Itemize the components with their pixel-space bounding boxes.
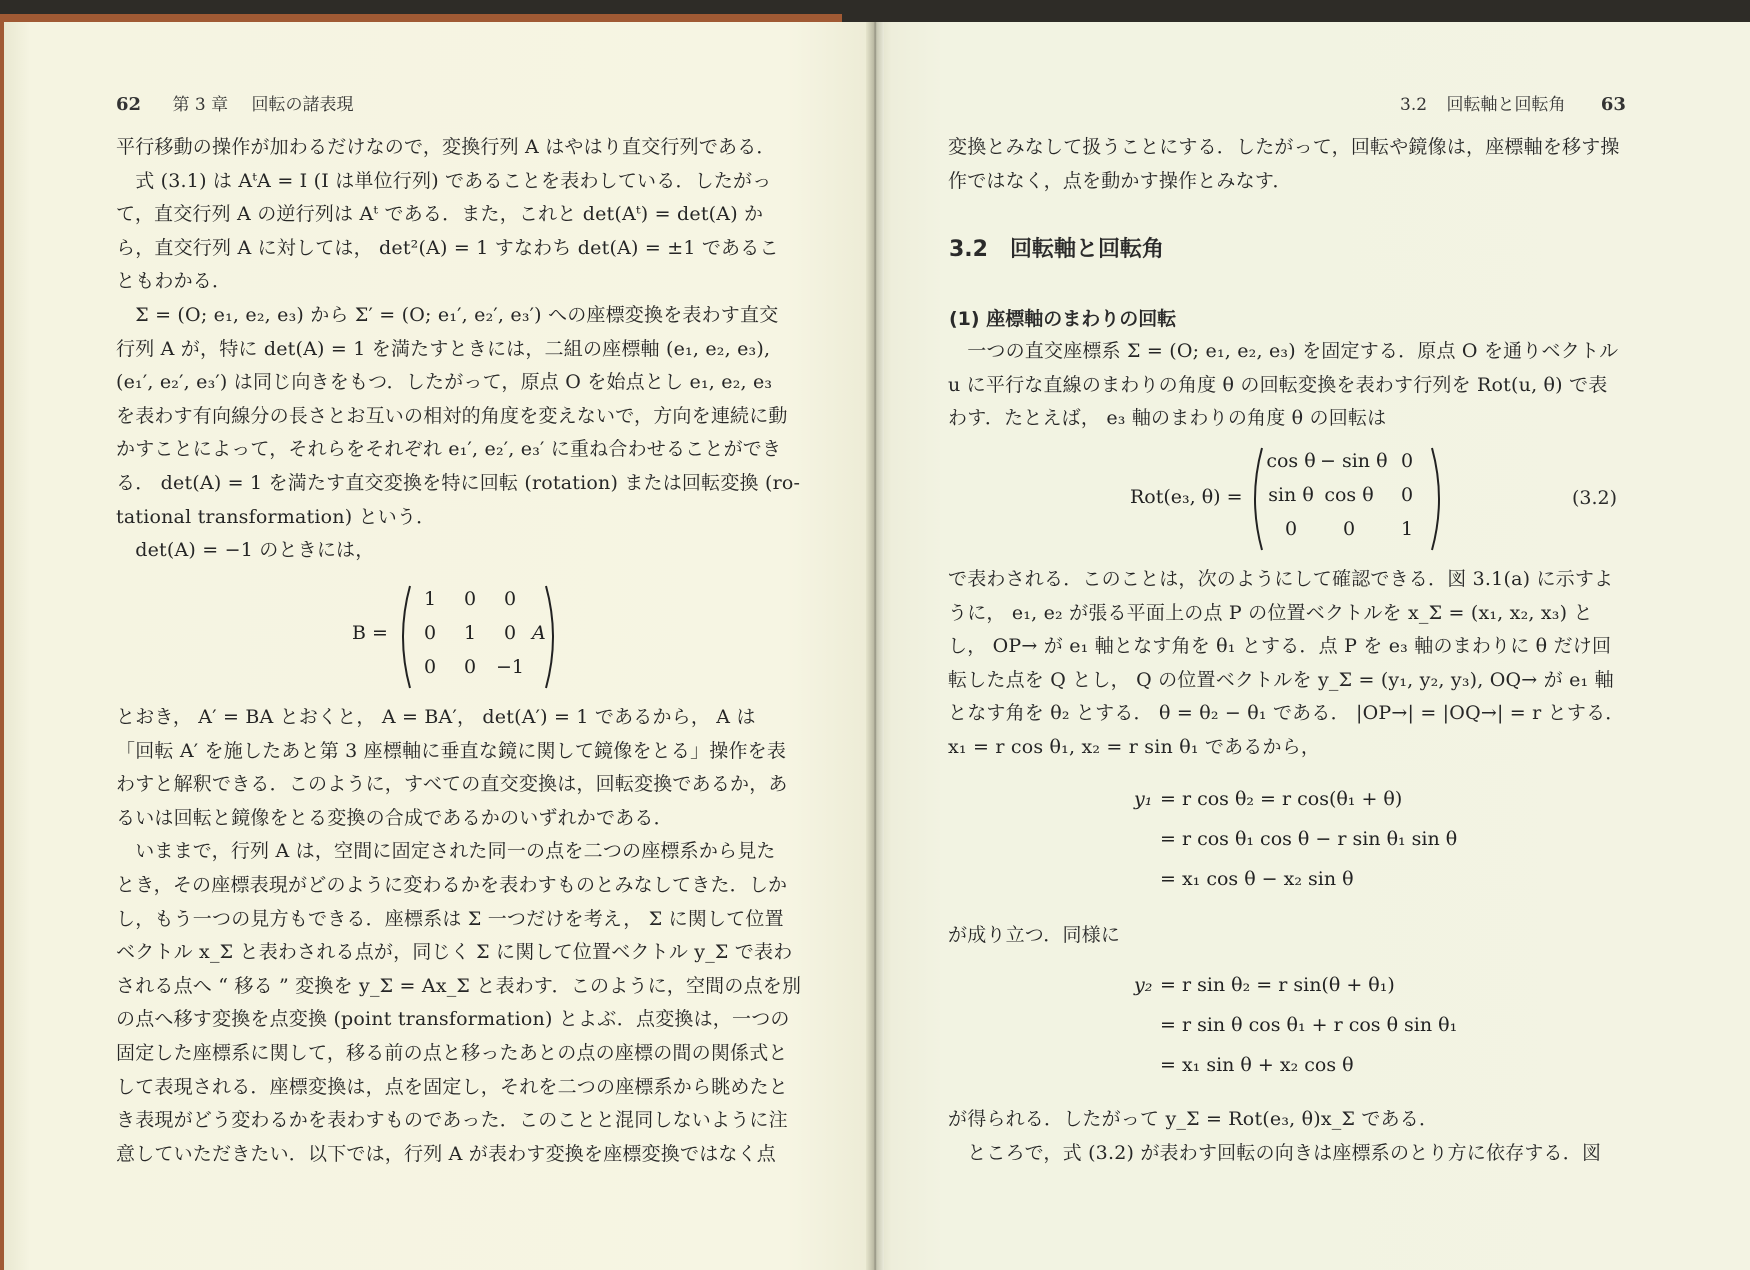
- equation-rhs: = r sin θ cos θ₁ + r cos θ sin θ₁: [1160, 1014, 1458, 1036]
- text-line: ともわかる．: [116, 270, 232, 293]
- text-line: される点へ “ 移る ” 変換を y_Σ = Ax_Σ と表わす．このように，空間の点を別: [116, 974, 802, 997]
- text-line: ら，直交行列 A に対しては， det²(A) = 1 すなわち det(A) = ±1 であるこ: [116, 236, 779, 259]
- text-line: るいは回転と鏡像をとる変換の合成であるかのいずれかである．: [116, 806, 673, 829]
- rotation-matrix-equation: [1130, 444, 1450, 554]
- matrix-cell: 0: [423, 622, 437, 644]
- text-line: ところで，式 (3.2) が表わす回転の向きは座標系のとり方に依存する．図: [948, 1141, 1602, 1164]
- equation-rhs: = x₁ sin θ + x₂ cos θ: [1160, 1054, 1354, 1076]
- equation-lhs: y₁: [1134, 788, 1153, 810]
- matrix-b-cells: [410, 582, 550, 692]
- text-line: うに， e₁, e₂ が張る平面上の点 P の位置ベクトルを x_Σ = (x₁, x₂, x₃) と: [948, 601, 1593, 624]
- text-line: となす角を θ₂ とする． θ = θ₂ − θ₁ である． |OP→| = |OQ→| = r とする．: [948, 702, 1625, 725]
- equation-rhs: = x₁ cos θ − x₂ sin θ: [1160, 868, 1354, 890]
- line-between-equations: が成り立つ．同様に: [948, 924, 1121, 946]
- matrix-cell: 1: [1400, 518, 1414, 540]
- text-line: して表現される．座標変換は，点を固定し，それを二つの座標系から眺めたと: [116, 1075, 789, 1098]
- text-line: し，もう一つの見方もできる．座標系は Σ 一つだけを考え， Σ に関して位置: [116, 907, 784, 930]
- matrix-cell: 1: [463, 622, 477, 644]
- text-line: ベクトル x_Σ と表わされる点が，同じく Σ に関して位置ベクトル y_Σ で表わ: [116, 941, 793, 964]
- matrix-cell: sin θ: [1268, 484, 1314, 506]
- text-line: き表現がどう変わるかを表わすものであった．このことと混同しないように注: [116, 1109, 788, 1132]
- matrix-cell: cos θ: [1324, 484, 1374, 506]
- section-heading: 3.2 回転軸と回転角: [949, 237, 1164, 262]
- matrix-b-equation: [340, 582, 560, 692]
- text-line: 式 (3.1) は AᵗA = I (I は単位行列) であることを表わしている．したがっ: [116, 169, 772, 192]
- matrix-cell: − sin θ: [1320, 450, 1388, 472]
- left-page-number: 62: [116, 94, 142, 115]
- chapter-label: 第 3 章: [172, 95, 229, 115]
- rotation-matrix-cells: [1262, 444, 1438, 554]
- text-line: て，直交行列 A の逆行列は Aᵗ である．また，これと det(Aᵗ) = det(A) か: [116, 203, 764, 226]
- text-line: 行列 A が，特に det(A) = 1 を満たすときには，二組の座標軸 (e₁, e₂, e₃),: [116, 337, 771, 360]
- text-line: tational transformation) という．: [116, 505, 436, 528]
- matrix-cell: 0: [1342, 518, 1356, 540]
- text-line: いままで，行列 A は，空間に固定された同一の点を二つの座標系から見た: [116, 840, 776, 863]
- matrix-cell: 0: [1400, 450, 1414, 472]
- text-line: わす．たとえば， e₃ 軸のまわりの角度 θ の回転は: [948, 407, 1387, 430]
- text-line: 一つの直交座標系 Σ = (O; e₁, e₂, e₃) を固定する．原点 O を通りベクトル: [948, 340, 1619, 362]
- text-line: 固定した座標系に関して，移る前の点と移ったあとの点の座標の間の関係式と: [116, 1042, 788, 1064]
- section-number: 3.2: [1400, 95, 1428, 115]
- text-line: る． det(A) = 1 を満たす直交変換を特に回転 (rotation) または回転変換 (ro-: [116, 472, 801, 494]
- subsection-heading: (1) 座標軸のまわりの回転: [949, 308, 1177, 330]
- right-page-number: 63: [1600, 94, 1626, 115]
- text-line: Σ = (O; e₁, e₂, e₃) から Σ′ = (O; e₁′, e₂′, e₃′) への座標変換を表わす直交: [116, 304, 779, 326]
- equation-lhs: y₂: [1134, 974, 1153, 996]
- text-line: 「回転 A′ を施したあと第 3 座標軸に垂直な鏡に関して鏡像をとる」操作を表: [116, 739, 787, 762]
- matrix-cell: 0: [503, 622, 517, 644]
- text-line: 転した点を Q とし， Q の位置ベクトルを y_Σ = (y₁, y₂, y₃), OQ→ が e₁ 軸: [948, 668, 1614, 691]
- text-line: で表わされる．このことは，次のようにして確認できる．図 3.1(a) に示すよ: [948, 568, 1614, 590]
- text-line: (e₁′, e₂′, e₃′) は同じ向きをもつ．したがって，原点 O を始点とし e₁, e₂, e₃: [116, 371, 773, 394]
- text-line: を表わす有向線分の長さとお互いの相対的角度を変えないで，方向を連続に動: [116, 404, 788, 427]
- matrix-cell: 0: [1284, 518, 1298, 540]
- text-line: det(A) = −1 のときには，: [116, 539, 375, 562]
- matrix-cell: 0: [463, 588, 477, 610]
- equation-rhs: = r cos θ₂ = r cos(θ₁ + θ): [1160, 788, 1403, 810]
- equation-rhs: = r cos θ₁ cos θ − r sin θ₁ sin θ: [1160, 828, 1458, 850]
- text-line: 変換とみなして扱うことにする．したがって，回転や鏡像は，座標軸を移す操: [948, 136, 1620, 158]
- matrix-cell: 0: [463, 656, 477, 678]
- text-line: わすと解釈できる．このように，すべての直交変換は，回転変換であるか，あ: [116, 773, 788, 796]
- matrix-cell: 1: [423, 588, 437, 610]
- equation-label-3-2: (3.2): [1572, 487, 1618, 509]
- text-line: 平行移動の操作が加わるだけなので，変換行列 A はやはり直交行列である．: [116, 136, 776, 158]
- chapter-title: 回転の諸表現: [251, 95, 354, 115]
- text-line: とき，その座標表現がどのように変わるかを表わすものとみなしてきた．しか: [116, 874, 788, 896]
- text-line: とおき， A′ = BA とおくと， A = BA′， det(A′) = 1 であるから， A は: [116, 706, 756, 728]
- matrix-b-lhs: B =: [352, 622, 388, 644]
- matrix-cell: −1: [495, 656, 524, 678]
- text-line: 作ではなく，点を動かす操作とみなす．: [948, 169, 1292, 192]
- rotation-matrix-lhs: Rot(e₃, θ) =: [1130, 486, 1243, 508]
- right-running-header: [1400, 90, 1626, 115]
- left-running-header: [116, 90, 354, 115]
- text-line: が得られる．したがって y_Σ = Rot(e₃, θ)x_Σ である．: [948, 1108, 1439, 1130]
- matrix-cell: cos θ: [1266, 450, 1316, 472]
- matrix-cell: 0: [1400, 484, 1414, 506]
- matrix-cell: 0: [503, 588, 517, 610]
- matrix-b-rhs: A: [532, 622, 546, 644]
- text-line: x₁ = r cos θ₁, x₂ = r sin θ₁ であるから，: [948, 736, 1321, 758]
- equation-rhs: = r sin θ₂ = r sin(θ + θ₁): [1160, 974, 1395, 996]
- text-line: 意していただきたい．以下では，行列 A が表わす変換を座標変換ではなく点: [116, 1142, 777, 1165]
- text-line: かすことによって，それらをそれぞれ e₁′, e₂′, e₃′ に重ね合わせることができ: [116, 438, 782, 461]
- section-title-header: 回転軸と回転角: [1446, 95, 1566, 115]
- book-gutter: [866, 22, 884, 1270]
- text-line: の点へ移す変換を点変換 (point transformation) とよぶ．点変換は，一つの: [116, 1008, 790, 1031]
- matrix-cell: 0: [423, 656, 437, 678]
- text-line: し， OP→ が e₁ 軸となす角を θ₁ とする．点 P を e₃ 軸のまわりに θ だけ回: [948, 635, 1612, 658]
- text-line: u に平行な直線のまわりの角度 θ の回転変換を表わす行列を Rot(u, θ) で表: [948, 373, 1608, 396]
